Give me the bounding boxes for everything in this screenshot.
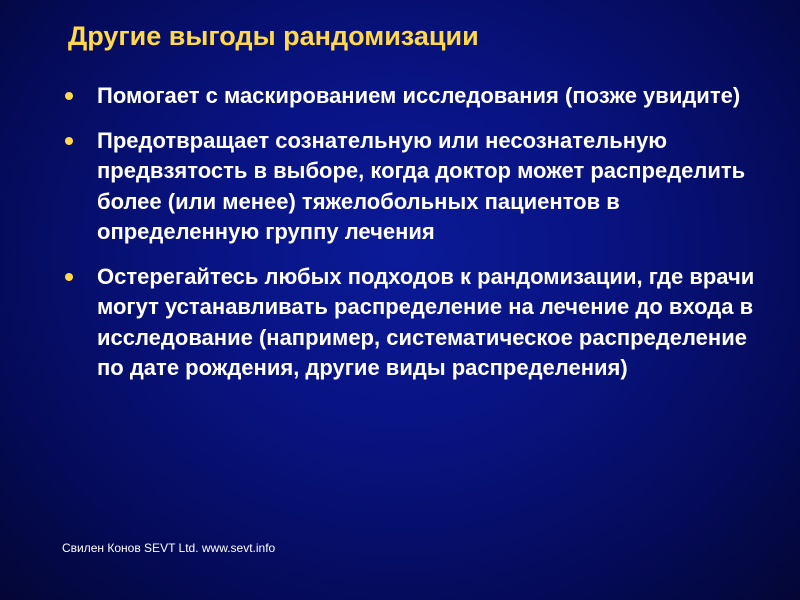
bullet-dot-icon	[65, 137, 73, 145]
bullet-item	[60, 81, 760, 112]
bullet-text: Предотвращает сознательную или несознательную предвзятость в выборе, когда доктор может распределить более (или менее) тяжелобольных пациентов в определенную группу лечения	[97, 127, 746, 244]
bullet-item	[60, 262, 760, 384]
bullet-dot-icon	[65, 273, 73, 281]
slide-title: Другие выгоды рандомизации	[68, 21, 479, 51]
bullet-dot-icon	[65, 92, 73, 100]
footer-credit: Свилен Конов SEVT Ltd. www.sevt.info	[62, 541, 276, 555]
bullet-list	[60, 81, 760, 398]
bullet-item	[60, 126, 760, 248]
bullet-text: Помогает с маскированием исследования (позже увидите)	[97, 83, 741, 108]
bullet-text: Остерегайтесь любых подходов к рандомизации, где врачи могут устанавливать распределение на лечение до входа в исследование (например, систематическое распределение по дате рождения, другие виды распределения)	[97, 263, 755, 380]
